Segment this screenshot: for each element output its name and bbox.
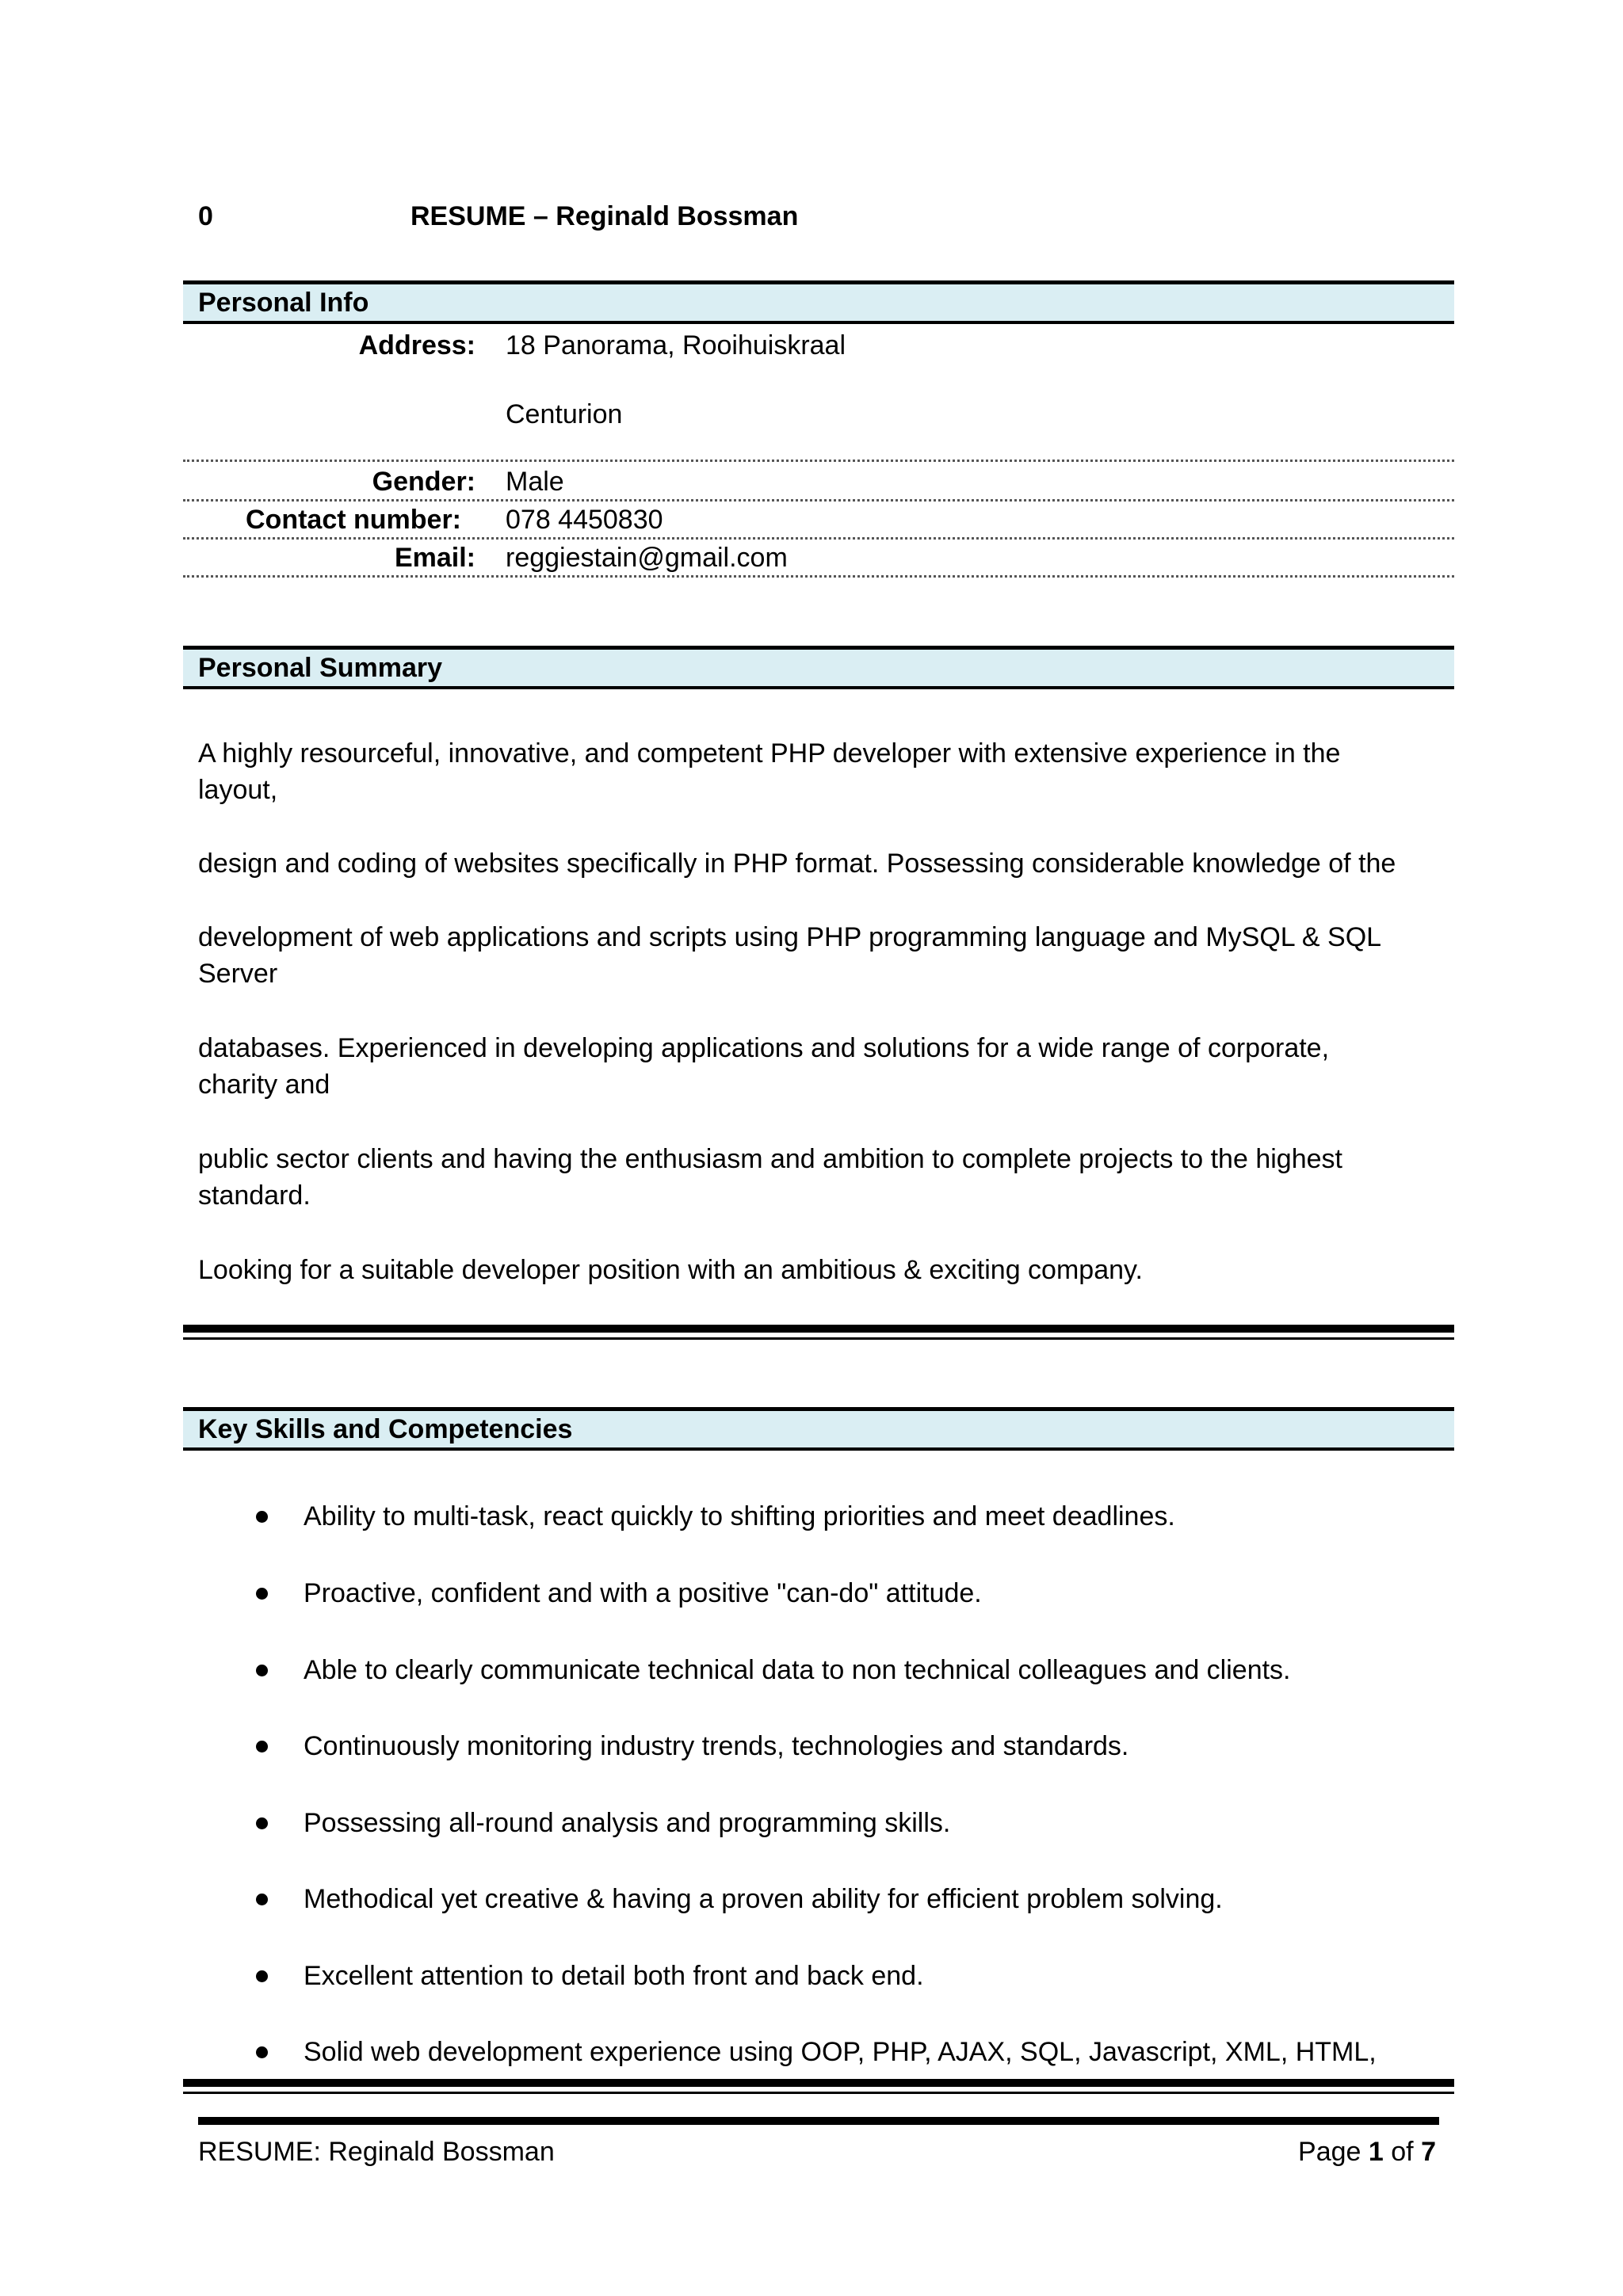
section-heading: Personal Info (198, 288, 369, 318)
summary-line: Looking for a suitable developer position with an ambitious & exciting company. (198, 1255, 1143, 1285)
of-word: of (1383, 2137, 1422, 2167)
gender-label: Gender: (372, 467, 475, 497)
bullet-icon (256, 1511, 268, 1523)
section-rule (183, 1325, 1454, 1333)
skill-text: Proactive, confident and with a positive "can-do" attitude. (304, 1578, 982, 1608)
page-indicator (1298, 2134, 1436, 2170)
summary-line: layout, (198, 775, 278, 805)
email-label: Email: (394, 543, 475, 573)
contact-value: 078 4450830 (506, 505, 663, 535)
summary-line: design and coding of websites specifically in PHP format. Possessing considerable knowledge of the (198, 849, 1396, 879)
gender-value: Male (506, 467, 564, 497)
section-rule (183, 2092, 1454, 2094)
bullet-icon (256, 2046, 268, 2058)
address-label: Address: (358, 330, 475, 360)
row-divider (183, 575, 1454, 578)
skill-text: Methodical yet creative & having a proven ability for efficient problem solving. (304, 1884, 1223, 1914)
address-line-2: Centurion (506, 399, 623, 429)
page-word: Page (1298, 2137, 1369, 2167)
section-heading: Key Skills and Competencies (198, 1414, 573, 1444)
skill-text: Solid web development experience using OOP, PHP, AJAX, SQL, Javascript, XML, HTML, (304, 2037, 1377, 2067)
skill-text: Possessing all-round analysis and programming skills. (304, 1808, 951, 1838)
header-title: RESUME – Reginald Bossman (411, 201, 799, 231)
row-divider (183, 460, 1454, 462)
section-rule (183, 2079, 1454, 2087)
section-rule (183, 1337, 1454, 1340)
summary-line: databases. Experienced in developing applications and solutions for a wide range of corporate, (198, 1033, 1330, 1063)
section-heading: Personal Summary (198, 653, 443, 683)
page-total: 7 (1421, 2137, 1436, 2167)
section-personal-info (183, 280, 1454, 324)
contact-label: Contact number: (246, 505, 461, 535)
page-number: 1 (1368, 2137, 1384, 2167)
address-line-1: 18 Panorama, Rooihuiskraal (506, 330, 846, 360)
summary-line: charity and (198, 1070, 330, 1100)
section-key-skills (183, 1407, 1454, 1451)
header-number: 0 (198, 201, 213, 231)
bullet-icon (256, 1741, 268, 1753)
summary-line: Server (198, 959, 278, 989)
skill-text: Ability to multi-task, react quickly to shifting priorities and meet deadlines. (304, 1501, 1175, 1531)
email-value: reggiestain@gmail.com (506, 543, 788, 573)
section-personal-summary (183, 646, 1454, 689)
bullet-icon (256, 1970, 268, 1982)
skill-text: Excellent attention to detail both front and back end. (304, 1961, 924, 1991)
footer-title: RESUME: Reginald Bossman (198, 2137, 555, 2167)
bullet-icon (256, 1817, 268, 1829)
bullet-icon (256, 1665, 268, 1676)
summary-line: public sector clients and having the enthusiasm and ambition to complete projects to the highest (198, 1144, 1342, 1174)
bullet-icon (256, 1588, 268, 1600)
skill-text: Continuously monitoring industry trends, technologies and standards. (304, 1731, 1129, 1761)
footer-rule (198, 2117, 1439, 2125)
summary-line: A highly resourceful, innovative, and competent PHP developer with extensive experience in the (198, 738, 1341, 769)
row-divider (183, 537, 1454, 540)
skill-text: Able to clearly communicate technical data to non technical colleagues and clients. (304, 1655, 1291, 1685)
summary-line: standard. (198, 1180, 311, 1211)
bullet-icon (256, 1894, 268, 1905)
summary-line: development of web applications and scripts using PHP programming language and MySQL & SQL (198, 922, 1382, 952)
